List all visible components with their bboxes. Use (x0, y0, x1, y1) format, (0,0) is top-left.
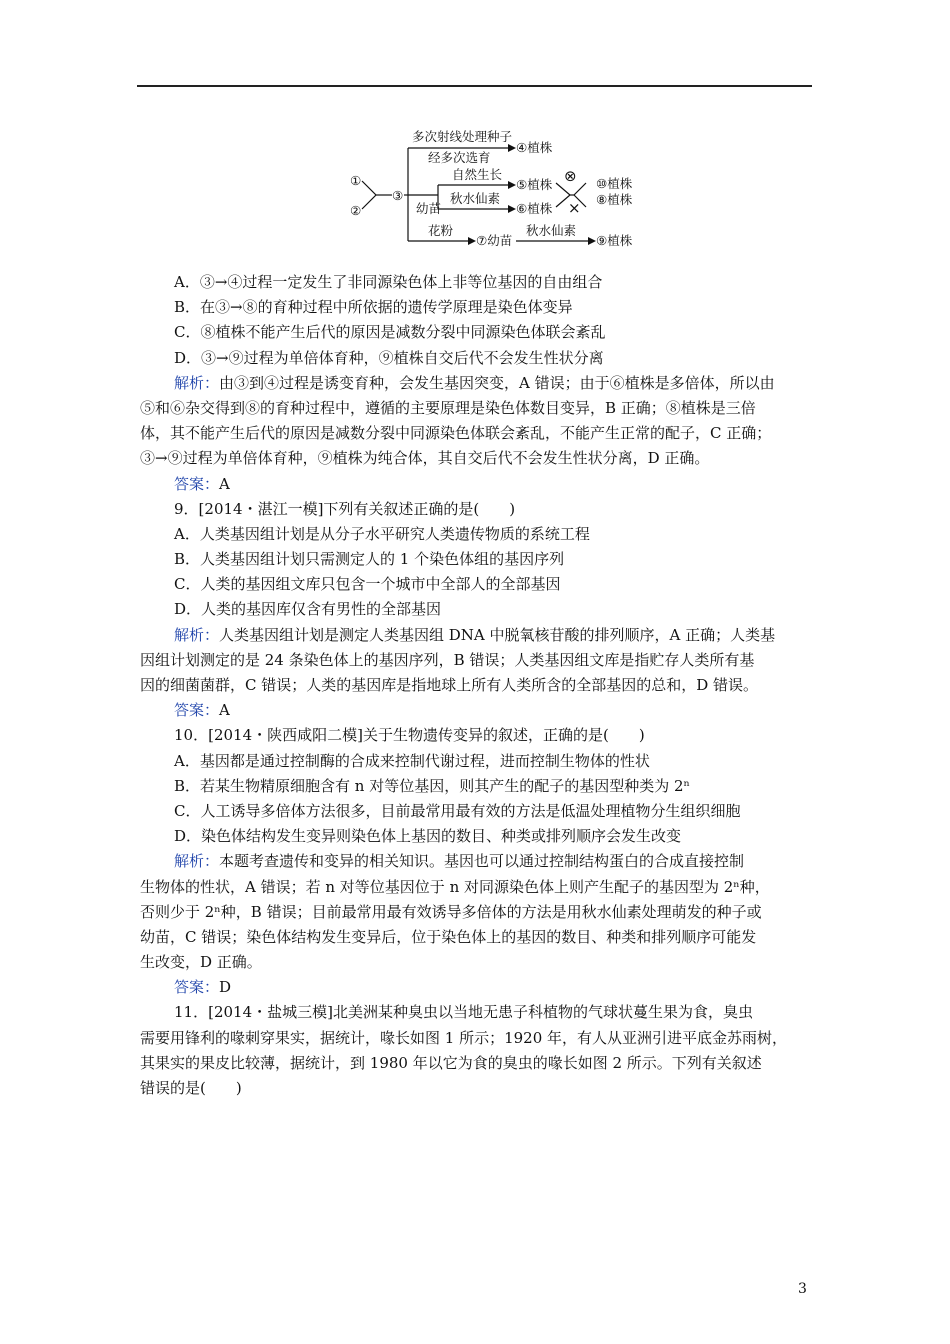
selfing-symbol: ⊗ (564, 167, 577, 185)
cross-symbol: × (568, 199, 581, 217)
merge-lines (362, 181, 376, 209)
q9-analysis-line-1: 解析：人类基因组计划是测定人类基因组 DNA 中脱氧核苷酸的排列顺序，A 正确；人类基 (174, 625, 776, 644)
q10-analysis-line-2: 生物体的性状，A 错误；若 n 对等位基因位于 n 对同源染色体上则产生配子的基因型为 2ⁿ种， (140, 877, 770, 896)
q10-answer: 答案：D (174, 978, 232, 997)
q9-option-a: A．人类基因组计划是从分子水平研究人类遗传物质的系统工程 (174, 524, 590, 543)
breeding-flow-diagram (330, 123, 670, 263)
label-selection: 经多次选育 (428, 150, 491, 165)
q9-analysis-line-3: 因的细菌菌群，C 错误；人类的基因库是指地球上所有人类所含的全部基因的总和，D 错误。 (140, 676, 759, 694)
node-10: ⑩植株 (596, 176, 633, 191)
q8-option-a: A．③→④过程一定发生了非同源染色体上非等位基因的自由组合 (174, 273, 603, 291)
node-5: ⑤植株 (516, 177, 553, 192)
q8-analysis-line-3: 体，其不能产生后代的原因是减数分裂中同源染色体联会紊乱，不能产生正常的配子，C 正确； (140, 424, 772, 443)
q10-option-a: A．基因都是通过控制酶的合成来控制代谢过程，进而控制生物体的性状 (174, 751, 650, 770)
q9-answer: 答案：A (174, 701, 230, 720)
node-6: ⑥植株 (516, 201, 553, 216)
q8-option-b: B．在③→⑧的育种过程中所依据的遗传学原理是染色体变异 (174, 298, 573, 317)
node-1: ① (350, 173, 362, 188)
page-number: 3 (798, 1281, 807, 1297)
node-4: ④植株 (516, 140, 553, 155)
node-8: ⑧植株 (596, 192, 633, 207)
q10-analysis-line-4: 幼苗，C 错误；染色体结构发生变异后，位于染色体上的基因的数目、种类和排列顺序可能发 (140, 927, 757, 946)
q10-analysis-line-1: 解析：本题考查遗传和变异的相关知识。基因也可以通过控制结构蛋白的合成直接控制 (174, 852, 745, 871)
q9-option-b: B．人类基因组计划只需测定人的 1 个染色体组的基因序列 (174, 550, 565, 569)
header-rule (137, 85, 812, 87)
label-radiation: 多次射线处理种子 (412, 129, 513, 144)
label-colchicine-2: 秋水仙素 (526, 223, 577, 238)
q8-analysis-label: 解析： (174, 373, 220, 392)
node-7: ⑦幼苗 (476, 233, 513, 248)
node-9: ⑨植株 (596, 233, 633, 248)
q10-analysis-line-3: 否则少于 2ⁿ种，B 错误；目前最常用最有效诱导多倍体的方法是用秋水仙素处理萌发的种子或 (140, 902, 762, 921)
q11-stem-line-2: 需要用锋利的喙刺穿果实，据统计，喙长如图 1 所示；1920 年，有人从亚洲引进平底金苏雨树， (140, 1028, 788, 1047)
node-2: ② (350, 203, 362, 218)
q9-stem: 9．[2014・湛江一模]下列有关叙述正确的是( ) (174, 499, 516, 518)
q11-stem-line-1: 11．[2014・盐城三模]北美洲某种臭虫以当地无患子科植物的气球状蔓生果为食，臭虫 (174, 1003, 753, 1022)
q10-option-c: C．人工诱导多倍体方法很多，目前最常用最有效的方法是低温处理植物分生组织细胞 (174, 801, 741, 820)
q10-analysis-label: 解析： (174, 852, 220, 871)
node-3: ③ (392, 188, 404, 203)
q9-answer-label: 答案： (174, 701, 220, 720)
q10-option-d: D．染色体结构发生变异则染色体上基因的数目、种类或排列顺序会发生改变 (174, 827, 682, 846)
label-seedling: 幼苗 (416, 201, 442, 216)
q11-stem-line-3: 其果实的果皮比较薄，据统计，到 1980 年以它为食的臭虫的喙长如图 2 所示。下列有关叙述 (140, 1053, 762, 1072)
q10-answer-label: 答案： (174, 978, 220, 997)
q9-analysis-label: 解析： (174, 625, 220, 644)
question-body (140, 270, 812, 1101)
q8-analysis-line-1: 解析：由③到④过程是诱变育种，会发生基因突变，A 错误；由于⑥植株是多倍体，所以由 (174, 373, 775, 392)
q9-analysis-line-2: 因组计划测定的是 24 条染色体上的基因序列，B 错误；人类基因组文库是指贮存人类所有基 (140, 650, 755, 669)
q8-analysis-line-4: ③→⑨过程为单倍体育种，⑨植株为纯合体，其自交后代不会发生性状分离，D 正确。 (140, 449, 710, 468)
label-pollen: 花粉 (428, 223, 454, 238)
q10-analysis-line-5: 生改变，D 正确。 (140, 953, 262, 972)
label-colchicine-1: 秋水仙素 (450, 191, 501, 206)
q10-option-b: B．若某生物精原细胞含有 n 对等位基因，则其产生的配子的基因型种类为 2ⁿ (174, 776, 691, 795)
q8-analysis-line-2: ⑤和⑥杂交得到⑧的育种过程中，遵循的主要原理是染色体数目变异，B 正确；⑧植株是三倍 (140, 398, 756, 417)
q10-stem: 10．[2014・陕西咸阳二模]关于生物遗传变异的叙述，正确的是( ) (174, 726, 645, 745)
q11-stem-line-4: 错误的是( ) (140, 1079, 242, 1097)
q8-option-d: D．③→⑨过程为单倍体育种，⑨植株自交后代不会发生性状分离 (174, 348, 604, 367)
q8-answer-label: 答案： (174, 474, 220, 493)
q8-answer: 答案：A (174, 474, 230, 493)
q9-option-c: C．人类的基因组文库只包含一个城市中全部人的全部基因 (174, 575, 561, 594)
q9-option-d: D．人类的基因库仅含有男性的全部基因 (174, 600, 442, 619)
q8-option-c: C．⑧植株不能产生后代的原因是减数分裂中同源染色体联会紊乱 (174, 323, 606, 342)
label-natural: 自然生长 (452, 167, 503, 182)
